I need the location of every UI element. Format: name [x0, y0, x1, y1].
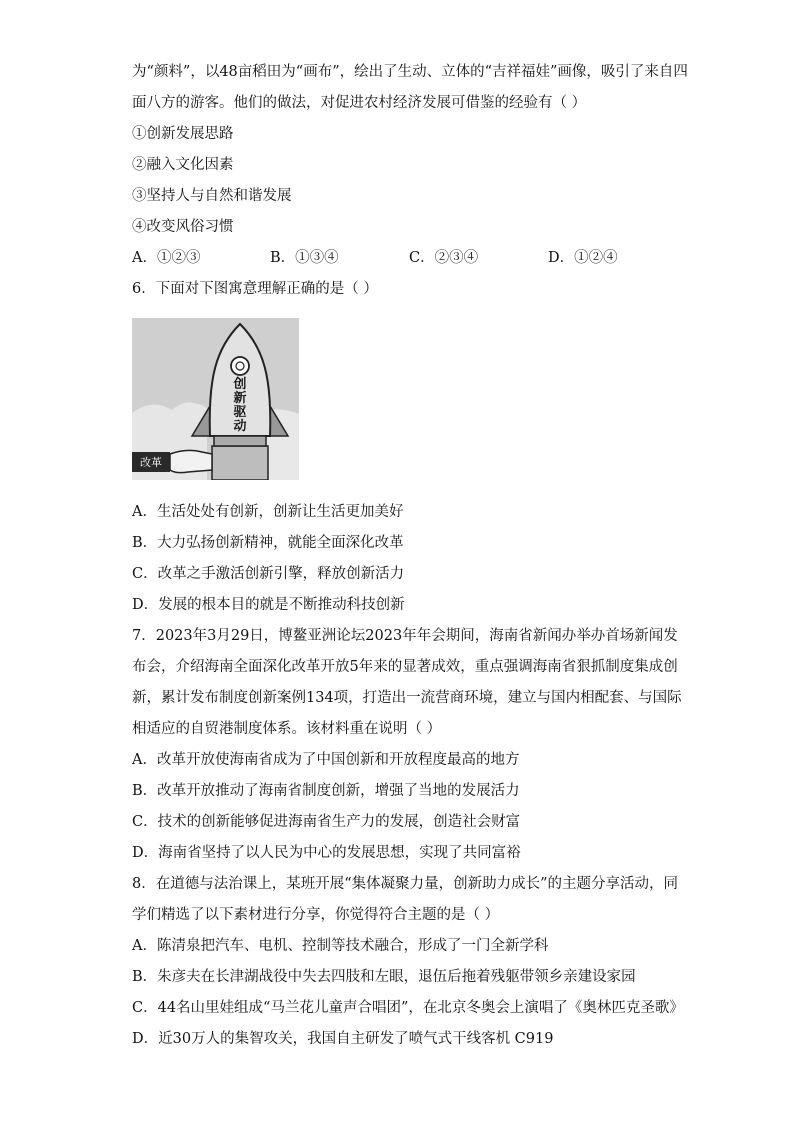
- q5-option-b[interactable]: B．①③④: [270, 250, 339, 266]
- q7-stem-line: 布会，介绍海南全面深化改革开放5年来的显著成效，重点强调海南省狠抓制度集成创: [132, 659, 678, 675]
- q8-stem-line: 8．在道德与法治课上，某班开展“集体凝聚力量，创新助力成长”的主题分享活动，同: [132, 876, 679, 892]
- q8-option-a[interactable]: A．陈清泉把汽车、电机、控制等技术融合，形成了一门全新学科: [132, 938, 549, 954]
- rocket-nozzle: [214, 436, 266, 446]
- q5-item: ④改变风俗习惯: [132, 219, 234, 235]
- q5-stem-line-2: 面八方的游客。他们的做法，对促进农村经济发展可借鉴的经验有（ ）: [132, 95, 587, 111]
- q7-option-c[interactable]: C．技术的创新能够促进海南省生产力的发展，创造社会财富: [132, 814, 521, 830]
- q7-option-d[interactable]: D．海南省坚持了以人民为中心的发展思想，实现了共同富裕: [132, 845, 521, 861]
- rocket-base: [212, 446, 268, 480]
- q5-option-a[interactable]: A．①②③: [132, 250, 201, 266]
- rocket-window: [231, 357, 249, 375]
- q5-stem-line-1: 为“颜料”，以48亩稻田为“画布”，绘出了生动、立体的“吉祥福娃”画像，吸引了来自四: [132, 64, 688, 80]
- q8-option-c[interactable]: C．44名山里娃组成“马兰花儿童声合唱团”，在北京冬奥会上演唱了《奥林匹克圣歌》: [132, 1000, 684, 1016]
- q7-stem-line: 相适应的自贸港制度体系。该材料重在说明（ ）: [132, 721, 442, 737]
- q5-option-c[interactable]: C．②③④: [409, 250, 479, 266]
- reform-label: 改革: [140, 456, 162, 469]
- q6-option-a[interactable]: A．生活处处有创新，创新让生活更加美好: [132, 504, 404, 520]
- q5-item: ③坚持人与自然和谐发展: [132, 188, 292, 204]
- q8-option-b[interactable]: B．朱彦夫在长津湖战役中失去四肢和左眼，退伍后拖着残躯带领乡亲建设家园: [132, 969, 636, 985]
- rocket-label-char-4: 动: [233, 419, 247, 434]
- q5-item: ②融入文化因素: [132, 157, 234, 173]
- rocket-label: [232, 376, 246, 434]
- hand-icon: [170, 450, 212, 472]
- cartoon-image: [132, 318, 299, 480]
- q5-option-d[interactable]: D．①②④: [548, 250, 618, 266]
- q5-options: [132, 248, 672, 268]
- rocket-label-char-3: 驱: [233, 405, 247, 420]
- q8-stem-line: 学们精选了以下素材进行分享，你觉得符合主题的是（ ）: [132, 907, 500, 923]
- q7-option-a[interactable]: A．改革开放使海南省成为了中国创新和开放程度最高的地方: [132, 752, 520, 768]
- q7-stem-line: 新，累计发布制度创新案例134项，打造出一流营商环境，建立与国内相配套、与国际: [132, 690, 682, 706]
- q6-option-d[interactable]: D．发展的根本目的就是不断推动科技创新: [132, 597, 405, 613]
- q5-item: ①创新发展思路: [132, 126, 234, 142]
- q6-option-b[interactable]: B．大力弘扬创新精神，就能全面深化改革: [132, 535, 404, 551]
- rocket-label-char-1: 创: [233, 377, 247, 392]
- q7-option-b[interactable]: B．改革开放推动了海南省制度创新，增强了当地的发展活力: [132, 783, 520, 799]
- q8-option-d[interactable]: D．近30万人的集智攻关，我国自主研发了喷气式干线客机 C919: [132, 1031, 554, 1047]
- q7-stem-line: 7．2023年3月29日，博鳌亚洲论坛2023年年会期间，海南省新闻办举办首场新闻发: [132, 628, 678, 644]
- rocket-label-char-2: 新: [233, 391, 247, 406]
- q6-option-c[interactable]: C．改革之手激活创新引擎，释放创新活力: [132, 566, 405, 582]
- q6-stem: 6．下面对下图寓意理解正确的是（ ）: [132, 281, 378, 297]
